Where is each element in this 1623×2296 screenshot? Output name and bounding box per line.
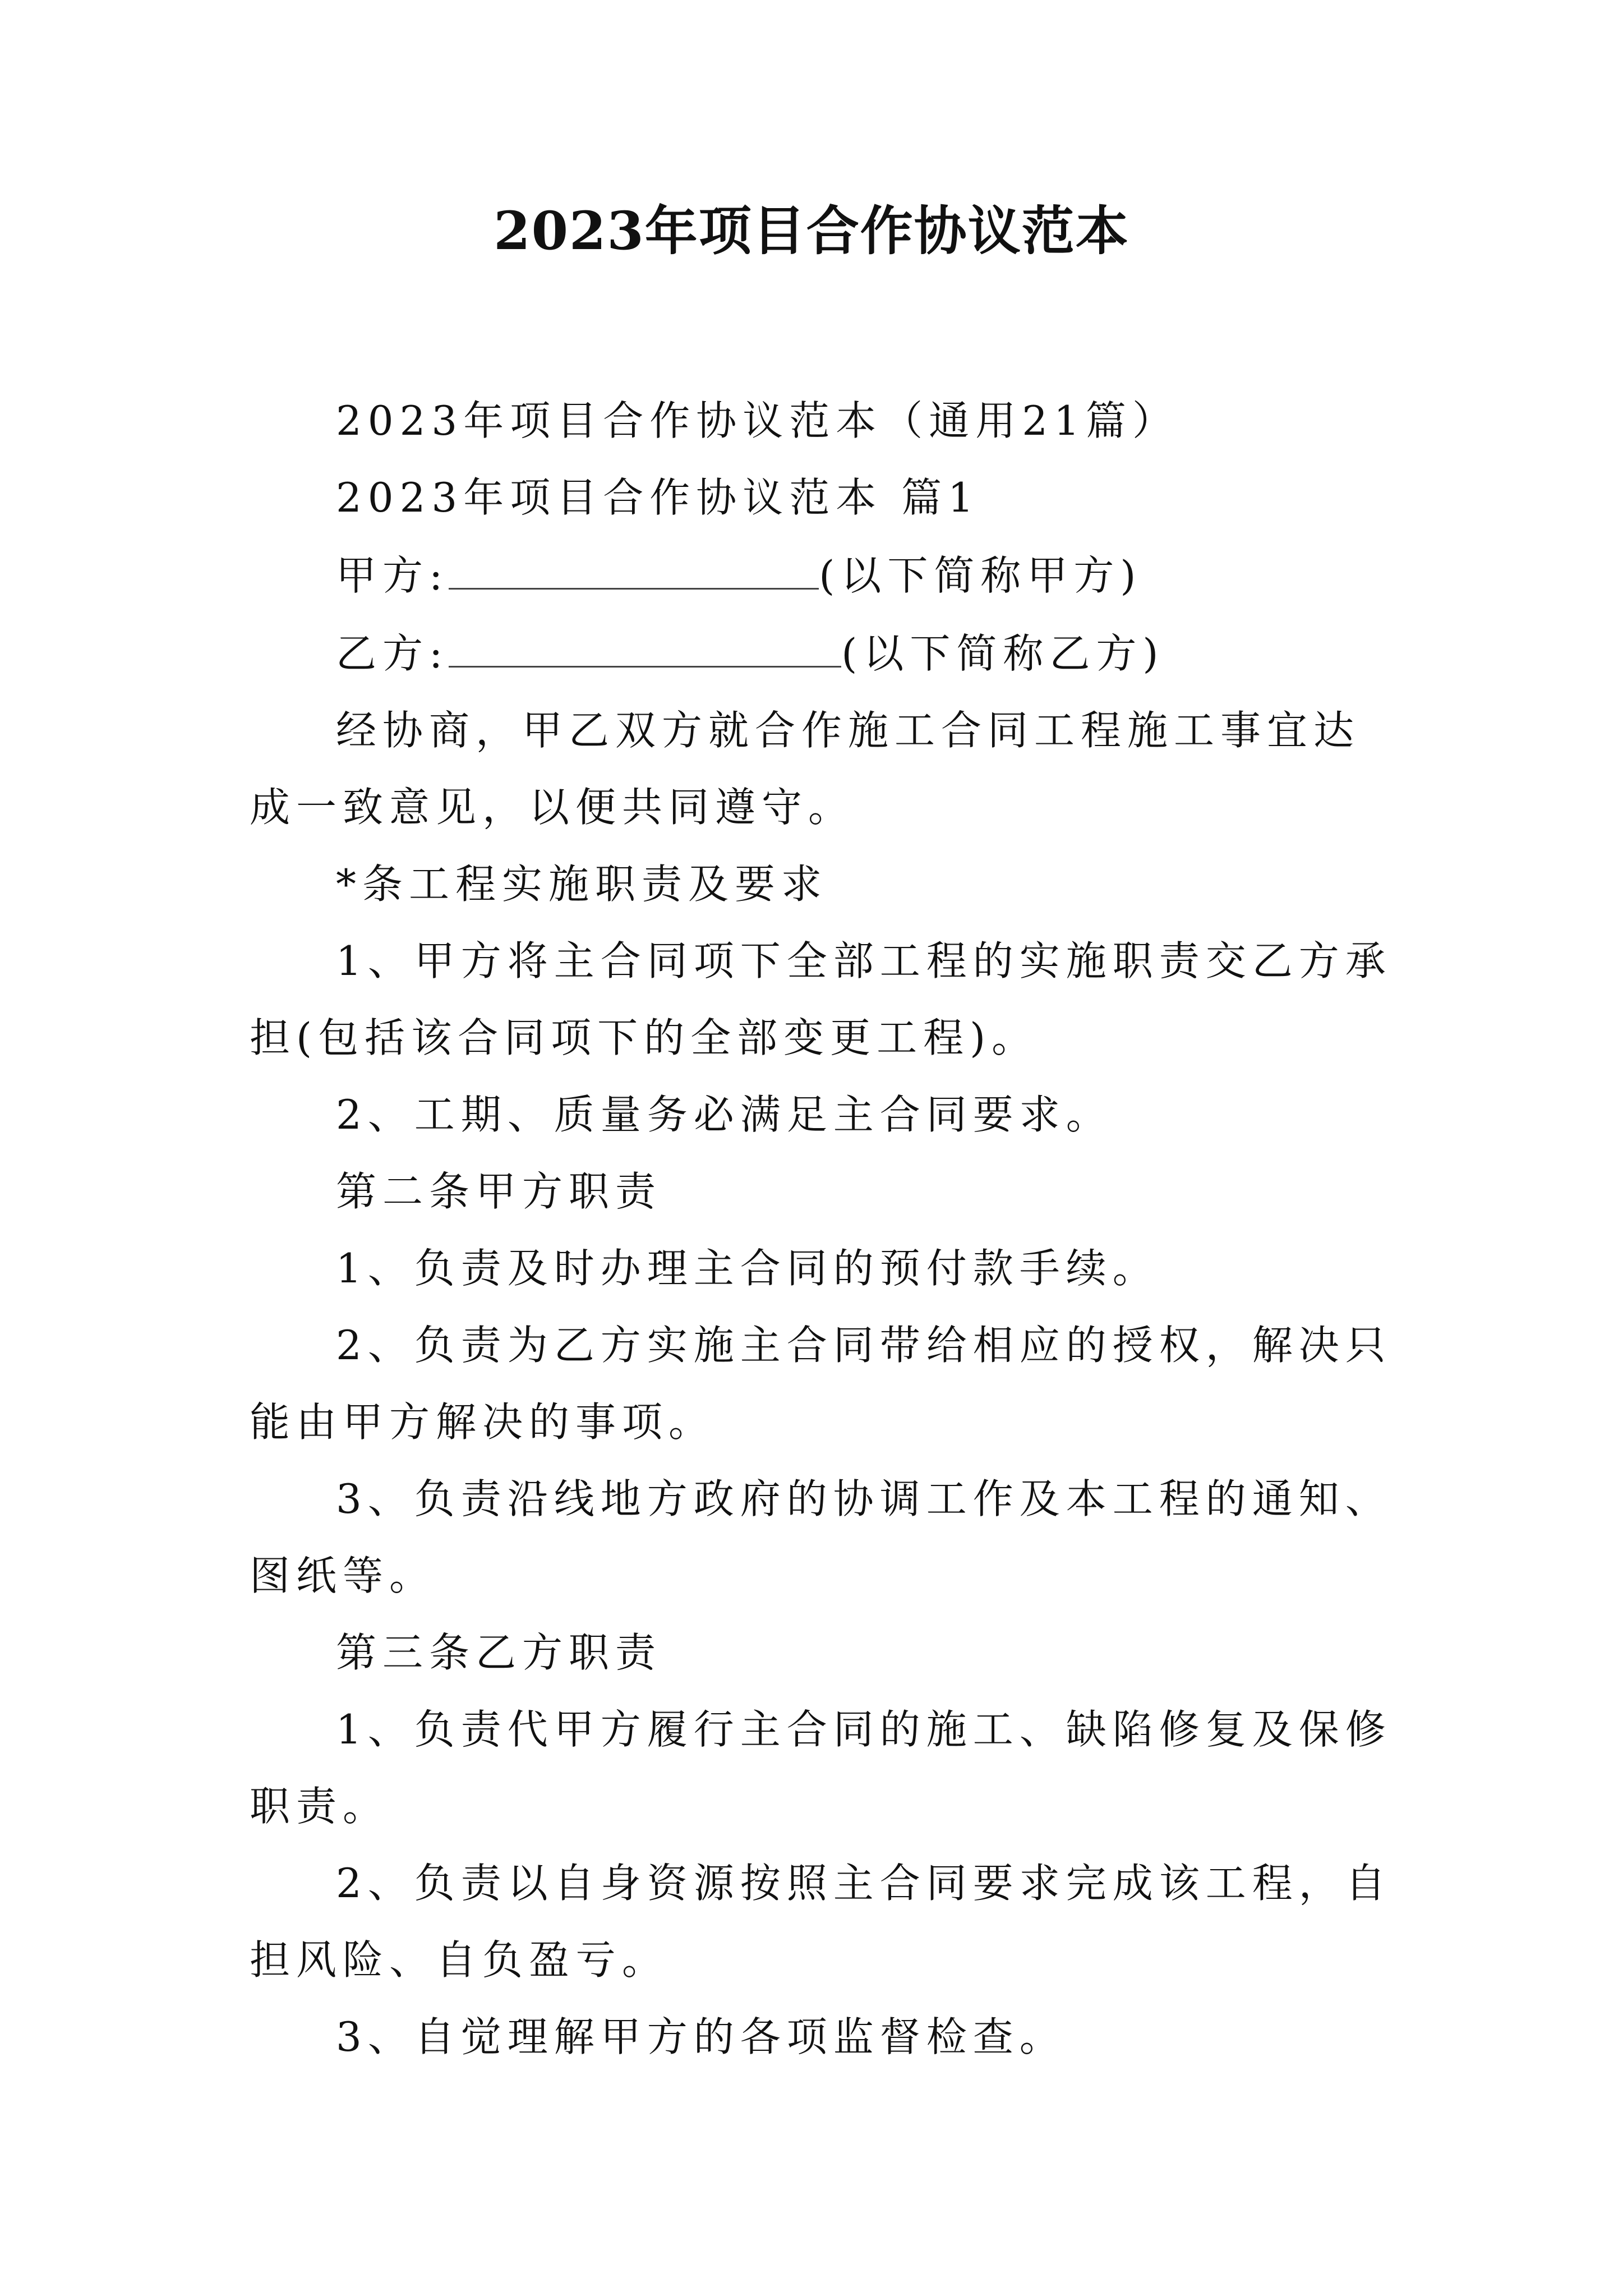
clause-heading-2: 第二条甲方职责 (336, 1168, 662, 1215)
party-b-blank (449, 614, 841, 668)
party-a-label: 甲方: (336, 552, 449, 599)
clause-3-item-3: 3、自觉理解甲方的各项监督检查。 (336, 2013, 1066, 2060)
subtitle-line: 2023年项目合作协议范本（通用21篇） (336, 397, 1179, 444)
intro-paragraph: 经协商，甲乙双方就合作施工合同工程施工事宜达成一致意见，以便共同遵守。 (250, 707, 1361, 831)
clause-3-item-2: 2、负责以自身资源按照主合同要求完成该工程，自担风险、自负盈亏。 (250, 1860, 1392, 1984)
party-a-line (250, 536, 1394, 614)
document-title: 2023年项目合作协议范本 (494, 200, 1129, 262)
clause-2-item-1: 1、负责及时办理主合同的预付款手续。 (336, 1245, 1159, 1292)
clause-heading-3: 第三条乙方职责 (336, 1629, 662, 1676)
clause-2-item-2: 2、负责为乙方实施主合同带给相应的授权，解决只能由甲方解决的事项。 (250, 1322, 1392, 1446)
clause-1-item-2: 2、工期、质量务必满足主合同要求。 (336, 1091, 1113, 1138)
clause-2-item-3: 3、负责沿线地方政府的协调工作及本工程的通知、图纸等。 (250, 1475, 1392, 1599)
party-b-label: 乙方: (336, 630, 449, 677)
party-a-suffix: (以下简称甲方) (819, 552, 1142, 599)
clause-1-item-1: 1、甲方将主合同项下全部工程的实施职责交乙方承担(包括该合同项下的全部变更工程)。 (250, 937, 1392, 1061)
clause-heading-1: *条工程实施职责及要求 (336, 861, 828, 908)
document-body (250, 383, 1394, 2076)
clause-3-item-1: 1、负责代甲方履行主合同的施工、缺陷修复及保修职责。 (250, 1706, 1392, 1830)
section-heading: 2023年项目合作协议范本 篇1 (336, 474, 980, 521)
party-a-blank (449, 536, 819, 590)
party-b-suffix: (以下简称乙方) (841, 630, 1165, 677)
party-b-line (250, 614, 1394, 692)
